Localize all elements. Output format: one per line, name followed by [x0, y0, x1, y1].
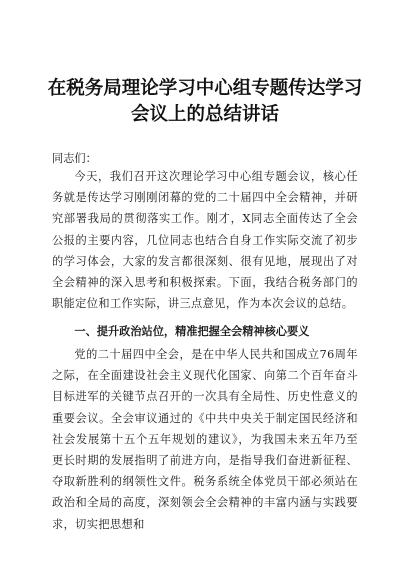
- salutation: 同志们：: [52, 152, 97, 165]
- document-title: 在税务局理论学习中心组专题传达学习会议上的总结讲话: [47, 78, 363, 125]
- paragraph-opening: 今天，我们召开这次理论学习中心组专题会议，核心任务就是传达学习刚刚闭幕的党的二十届四中全会精神，并研究部署我局的贯彻落实工作。刚才，X同志全面传达了全会公报的主要内容，几位同志也结合自身工作实际交流了初步的学习体会，大家的发言都很深刻、很有见地，展现出了对全会精神的深入思考和积极探索。下面，我结合税务部门的职能定位和工作实际，讲三点意见，作为本次会议的总结。: [52, 170, 358, 311]
- paragraph-section-1: 党的二十届四中全会，是在中华人民共和国成立76周年之际，在全面建设社会主义现代化国家、向第二个百年奋斗目标进军的关键节点召开的一次具有全局性、历史性意义的重要会议。全会审议通过的《中共中央关于制定国民经济和社会发展第十五个五年规划的建议》，为我国未来五年乃至更长时期的发展指明了前进方向，是指导我们奋进新征程、夺取新胜利的纲领性文件。税务系统全体党员干部必须站在政治和全局的高度，深刻领会全会精神的丰富内涵与实践要求，切实把思想和: [52, 348, 358, 531]
- section-heading-1: 一、提升政治站位，精准把握全会精神核心要义: [74, 325, 310, 338]
